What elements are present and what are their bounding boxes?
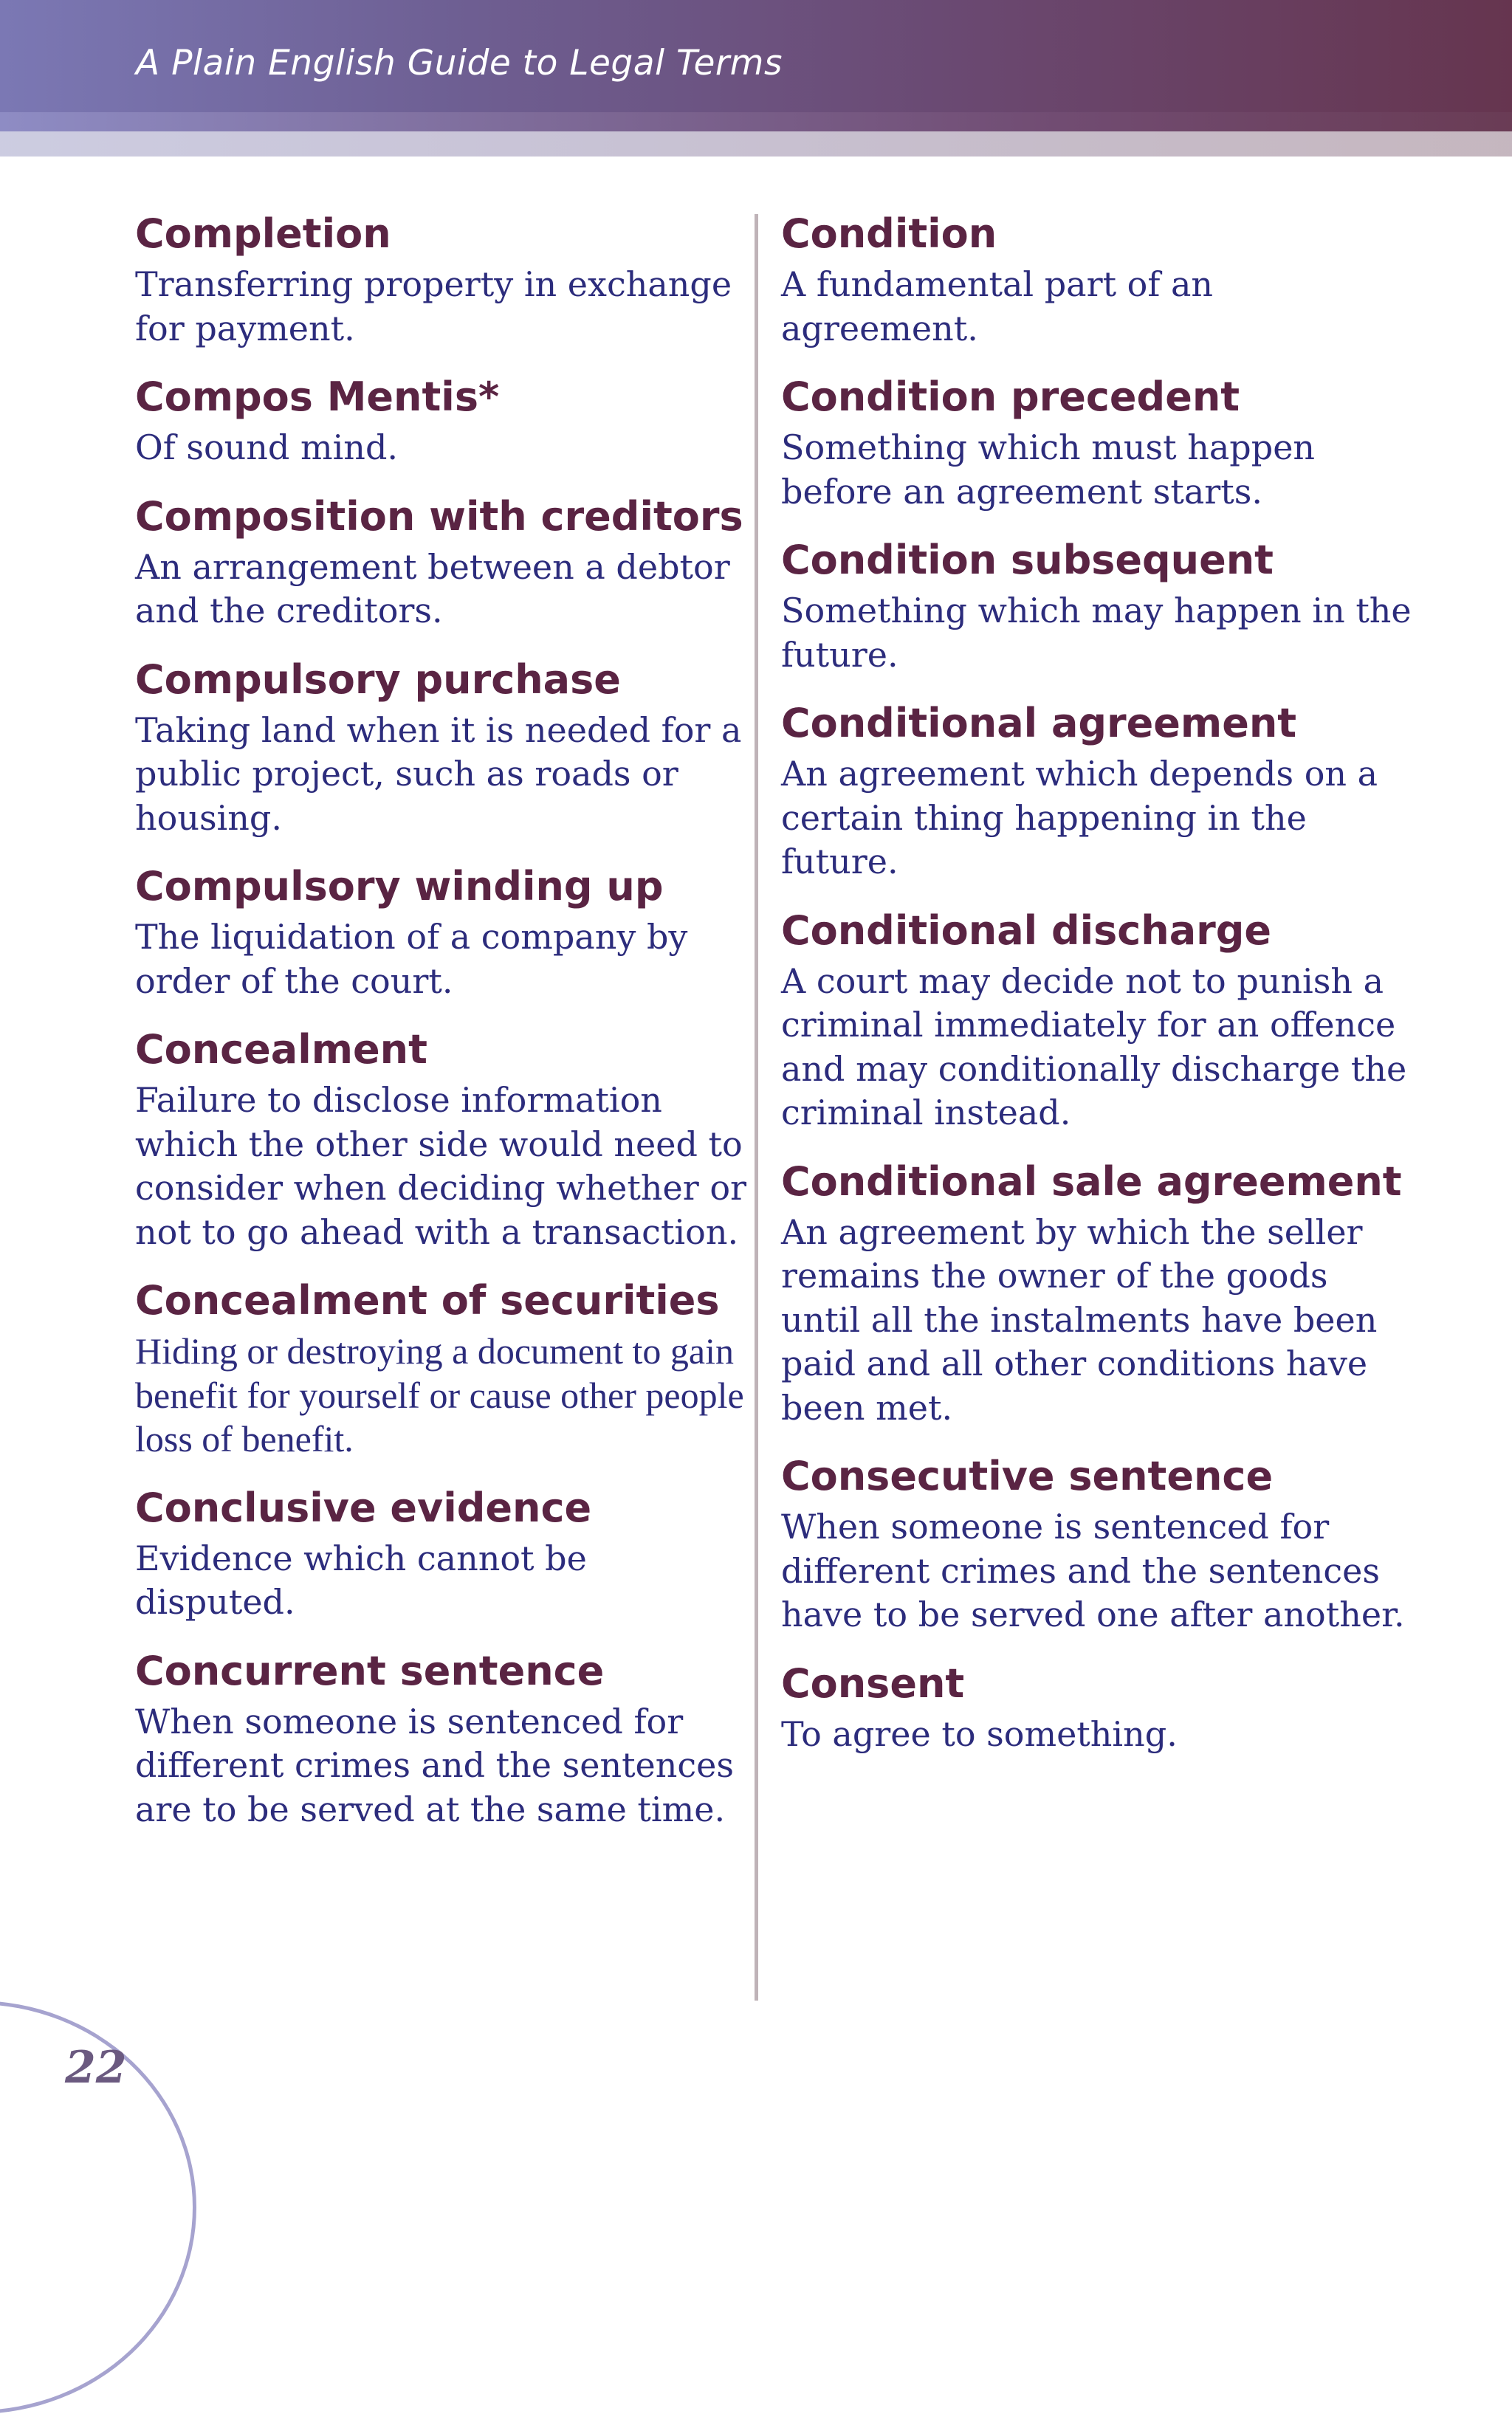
term-heading: Completion: [135, 210, 391, 257]
term-heading: Composition with creditors: [135, 492, 743, 540]
term-heading: Consent: [781, 1660, 965, 1707]
term-definition: To agree to something.: [781, 1713, 1178, 1754]
glossary-entry: [781, 1156, 1416, 1431]
term-heading: Conclusive evidence: [135, 1484, 592, 1531]
header-stripe-shadow: [0, 131, 1512, 157]
term-definition: An arrangement between a debtor and the creditors.: [135, 546, 730, 630]
page-number: 22: [65, 2042, 127, 2094]
header-stripe: [0, 112, 1512, 131]
glossary-entry: [135, 654, 748, 841]
term-definition: When someone is sentenced for different crimes and the sentences have to be served one after another.: [781, 1507, 1405, 1634]
term-heading: Concurrent sentence: [135, 1647, 605, 1694]
term-definition: Something which may happen in the future.: [781, 591, 1412, 675]
term-definition: Failure to disclose information which the other side would need to consider when deciding whether or not to go ahead with a transaction.: [135, 1080, 746, 1252]
term-definition: A court may decide not to punish a criminal immediately for an offence and may conditionally discharge the criminal instead.: [781, 960, 1407, 1132]
glossary-entry: [135, 1482, 748, 1625]
header-title: A Plain English Guide to Legal Terms: [136, 43, 783, 83]
term-heading: Consecutive sentence: [781, 1453, 1274, 1499]
term-definition: Evidence which cannot be disputed.: [135, 1538, 587, 1622]
term-definition: An agreement by which the seller remains the owner of the goods until all the instalments have been paid and all other conditions have been met.: [781, 1211, 1378, 1428]
glossary-entry: [135, 491, 748, 633]
term-heading: Compos Mentis*: [135, 374, 500, 420]
glossary-entry: [781, 208, 1416, 351]
term-heading: Compulsory winding up: [135, 863, 664, 909]
term-definition: Something which must happen before an agreement starts.: [781, 427, 1316, 512]
term-heading: Condition subsequent: [781, 537, 1274, 583]
term-heading: Conditional sale agreement: [781, 1158, 1402, 1205]
glossary-entry: [135, 371, 748, 470]
term-definition: An agreement which depends on a certain thing happening in the future.: [781, 754, 1378, 881]
left-column: [135, 208, 748, 1852]
glossary-entry: [135, 1646, 748, 1832]
glossary-entry: [781, 534, 1416, 677]
term-definition: A fundamental part of an agreement.: [781, 264, 1214, 348]
term-heading: Concealment: [135, 1026, 427, 1073]
term-definition: Transferring property in exchange for payment.: [135, 264, 732, 348]
glossary-entry: [135, 861, 748, 1003]
glossary-entry: [135, 1024, 748, 1254]
glossary-entry: [781, 698, 1416, 884]
column-divider: [755, 214, 758, 2001]
glossary-entry: [135, 208, 748, 351]
header-bar: [0, 0, 1512, 112]
glossary-entry: [781, 371, 1416, 514]
term-heading: Compulsory purchase: [135, 656, 621, 703]
term-heading: Condition precedent: [781, 374, 1240, 420]
glossary-entry: [781, 1658, 1416, 1757]
term-definition: When someone is sentenced for different crimes and the sentences are to be served at the same time.: [135, 1701, 734, 1829]
term-definition: Of sound mind.: [135, 427, 399, 467]
term-heading: Conditional agreement: [781, 700, 1297, 746]
term-definition: Taking land when it is needed for a public project, such as roads or housing.: [135, 709, 742, 838]
term-heading: Concealment of securities: [135, 1277, 720, 1324]
term-heading: Conditional discharge: [781, 907, 1272, 954]
glossary-entry: [781, 905, 1416, 1135]
glossary-entry: [135, 1275, 748, 1462]
term-definition: The liquidation of a company by order of the court.: [135, 917, 688, 1001]
right-column: [781, 208, 1416, 1777]
term-heading: Condition: [781, 210, 997, 257]
glossary-entry: [781, 1451, 1416, 1637]
term-definition: Hiding or destroying a document to gain benefit for yourself or cause other people loss of benefit.: [135, 1330, 744, 1459]
